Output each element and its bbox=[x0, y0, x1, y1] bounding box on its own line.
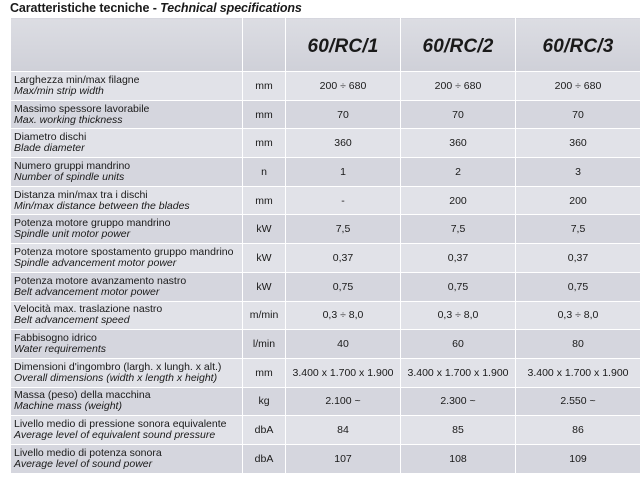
spec-value: 86 bbox=[516, 416, 640, 445]
spec-value: 0,75 bbox=[286, 272, 401, 301]
spec-label-english: Machine mass (weight) bbox=[14, 400, 122, 413]
spec-label-english: Average level of equivalent sound pressure bbox=[14, 429, 216, 442]
spec-value: - bbox=[286, 186, 401, 215]
table-body bbox=[11, 72, 640, 474]
spec-unit: dbA bbox=[243, 444, 286, 473]
model-header: 60/RC/2 bbox=[401, 18, 516, 72]
model-header: 60/RC/1 bbox=[286, 18, 401, 72]
spec-value: 84 bbox=[286, 416, 401, 445]
spec-value: 0,37 bbox=[286, 244, 401, 273]
spec-unit: mm bbox=[243, 72, 286, 101]
spec-unit: mm bbox=[243, 186, 286, 215]
spec-label bbox=[11, 129, 243, 158]
spec-label bbox=[11, 100, 243, 129]
spec-value: 70 bbox=[516, 100, 640, 129]
spec-unit: mm bbox=[243, 129, 286, 158]
spec-unit: kW bbox=[243, 272, 286, 301]
spec-value: 60 bbox=[401, 330, 516, 359]
table-row bbox=[11, 301, 640, 330]
table-header-row bbox=[11, 18, 640, 72]
spec-label bbox=[11, 158, 243, 187]
spec-label-italian: Potenza motore avanzamento nastro bbox=[14, 274, 187, 287]
spec-label-italian: Larghezza min/max filagne bbox=[14, 73, 140, 86]
spec-value: 2 bbox=[401, 158, 516, 187]
spec-label-english: Belt advancement motor power bbox=[14, 285, 160, 298]
spec-label bbox=[11, 272, 243, 301]
spec-unit: kW bbox=[243, 215, 286, 244]
spec-value: 200 bbox=[401, 186, 516, 215]
specifications-table bbox=[10, 17, 640, 474]
spec-label-italian: Massa (peso) della macchina bbox=[14, 389, 151, 402]
spec-value: 3.400 x 1.700 x 1.900 bbox=[401, 358, 516, 387]
spec-label-english: Max/min strip width bbox=[14, 84, 104, 97]
spec-value: 360 bbox=[401, 129, 516, 158]
spec-value: 85 bbox=[401, 416, 516, 445]
spec-value: 109 bbox=[516, 444, 640, 473]
table-row bbox=[11, 215, 640, 244]
spec-value: 108 bbox=[401, 444, 516, 473]
spec-unit: kg bbox=[243, 387, 286, 416]
spec-label-english: Min/max distance between the blades bbox=[14, 199, 190, 212]
spec-label-italian: Dimensioni d'ingombro (largh. x lungh. x alt.) bbox=[14, 360, 222, 373]
table-row bbox=[11, 158, 640, 187]
table-row bbox=[11, 272, 640, 301]
spec-value: 3.400 x 1.700 x 1.900 bbox=[286, 358, 401, 387]
title-english: Technical specifications bbox=[160, 1, 302, 15]
spec-label bbox=[11, 244, 243, 273]
spec-unit: l/min bbox=[243, 330, 286, 359]
spec-value: 2.100 ~ bbox=[286, 387, 401, 416]
spec-value: 1 bbox=[286, 158, 401, 187]
model-header: 60/RC/3 bbox=[516, 18, 640, 72]
spec-value: 40 bbox=[286, 330, 401, 359]
spec-value: 70 bbox=[401, 100, 516, 129]
spec-value: 3.400 x 1.700 x 1.900 bbox=[516, 358, 640, 387]
spec-label-english: Blade diameter bbox=[14, 142, 85, 155]
spec-value: 7,5 bbox=[516, 215, 640, 244]
table-row bbox=[11, 129, 640, 158]
spec-label-italian: Potenza motore spostamento gruppo mandrino bbox=[14, 245, 234, 258]
spec-value: 0,37 bbox=[401, 244, 516, 273]
spec-label-english: Overall dimensions (width x length x height) bbox=[14, 371, 218, 384]
spec-label-italian: Massimo spessore lavorabile bbox=[14, 102, 150, 115]
spec-value: 200 ÷ 680 bbox=[516, 72, 640, 101]
spec-value: 200 ÷ 680 bbox=[286, 72, 401, 101]
spec-label bbox=[11, 387, 243, 416]
spec-label-italian: Livello medio di potenza sonora bbox=[14, 446, 162, 459]
spec-value: 0,3 ÷ 8,0 bbox=[401, 301, 516, 330]
spec-label bbox=[11, 215, 243, 244]
spec-value: 200 ÷ 680 bbox=[401, 72, 516, 101]
spec-value: 0,3 ÷ 8,0 bbox=[286, 301, 401, 330]
spec-label-english: Average level of sound power bbox=[14, 457, 153, 470]
spec-label-italian: Velocità max. traslazione nastro bbox=[14, 303, 163, 316]
spec-unit: mm bbox=[243, 358, 286, 387]
spec-label-english: Belt advancement speed bbox=[14, 314, 130, 327]
spec-value: 107 bbox=[286, 444, 401, 473]
spec-value: 7,5 bbox=[286, 215, 401, 244]
header-label-cell bbox=[11, 18, 243, 72]
spec-label-english: Number of spindle units bbox=[14, 170, 125, 183]
spec-label-italian: Distanza min/max tra i dischi bbox=[14, 188, 148, 201]
spec-unit: kW bbox=[243, 244, 286, 273]
spec-value: 200 bbox=[516, 186, 640, 215]
spec-value: 0,37 bbox=[516, 244, 640, 273]
spec-value: 0,75 bbox=[516, 272, 640, 301]
spec-value: 0,75 bbox=[401, 272, 516, 301]
spec-unit: mm bbox=[243, 100, 286, 129]
spec-label bbox=[11, 416, 243, 445]
spec-value: 360 bbox=[286, 129, 401, 158]
title-italian: Caratteristiche tecniche - bbox=[10, 1, 161, 15]
spec-label-italian: Numero gruppi mandrino bbox=[14, 159, 131, 172]
spec-value: 70 bbox=[286, 100, 401, 129]
spec-label-english: Spindle advancement motor power bbox=[14, 256, 177, 269]
table-row bbox=[11, 244, 640, 273]
spec-value: 7,5 bbox=[401, 215, 516, 244]
spec-unit: m/min bbox=[243, 301, 286, 330]
spec-value: 360 bbox=[516, 129, 640, 158]
spec-label bbox=[11, 72, 243, 101]
header-unit-cell bbox=[243, 18, 286, 72]
spec-label-italian: Fabbisogno idrico bbox=[14, 332, 97, 345]
spec-label-english: Water requirements bbox=[14, 343, 107, 356]
spec-label bbox=[11, 330, 243, 359]
page-title bbox=[10, 1, 302, 15]
spec-value: 3 bbox=[516, 158, 640, 187]
table-row bbox=[11, 358, 640, 387]
table-row bbox=[11, 444, 640, 473]
spec-label bbox=[11, 186, 243, 215]
table-row bbox=[11, 330, 640, 359]
spec-label-italian: Livello medio di pressione sonora equivalente bbox=[14, 418, 227, 431]
table-row bbox=[11, 416, 640, 445]
spec-value: 2.300 ~ bbox=[401, 387, 516, 416]
table-row bbox=[11, 100, 640, 129]
spec-unit: dbA bbox=[243, 416, 286, 445]
spec-label-english: Spindle unit motor power bbox=[14, 228, 131, 241]
spec-value: 2.550 ~ bbox=[516, 387, 640, 416]
spec-value: 0,3 ÷ 8,0 bbox=[516, 301, 640, 330]
table-row bbox=[11, 387, 640, 416]
spec-value: 80 bbox=[516, 330, 640, 359]
spec-label-italian: Potenza motore gruppo mandrino bbox=[14, 217, 171, 230]
spec-label-english: Max. working thickness bbox=[14, 113, 123, 126]
spec-label bbox=[11, 358, 243, 387]
spec-label-italian: Diametro dischi bbox=[14, 131, 87, 144]
spec-unit: n bbox=[243, 158, 286, 187]
table-row bbox=[11, 72, 640, 101]
spec-label bbox=[11, 444, 243, 473]
table-row bbox=[11, 186, 640, 215]
spec-label bbox=[11, 301, 243, 330]
